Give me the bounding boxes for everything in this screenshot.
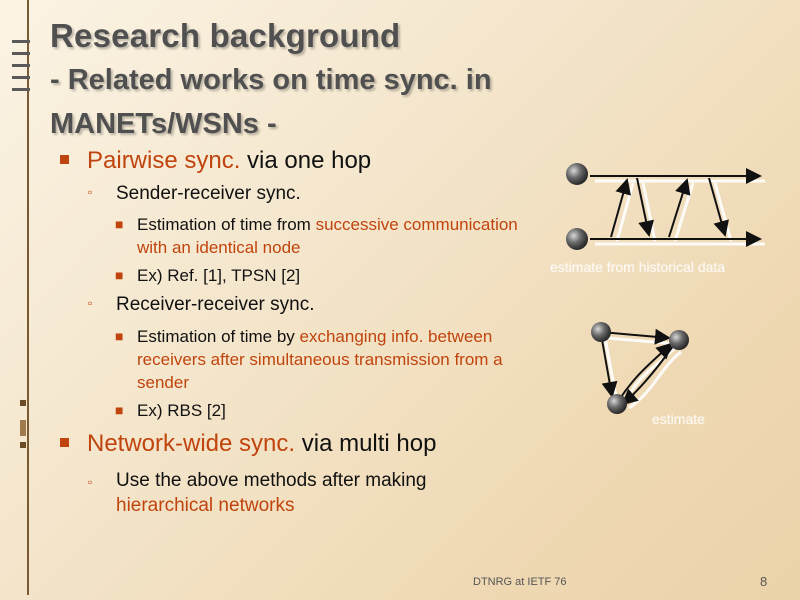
bullet-pairwise-rest: via one hop bbox=[240, 147, 372, 174]
footer-text: DTNRG at IETF 76 bbox=[473, 576, 567, 588]
sub-sender-receiver-text: Sender-receiver sync. bbox=[116, 183, 301, 204]
timeline-shadows bbox=[595, 181, 765, 244]
title-pattern-icon bbox=[10, 30, 30, 100]
bullet-square-icon: ■ bbox=[115, 402, 124, 418]
bullet-square-icon bbox=[60, 438, 69, 447]
bullet-network-rest: via multi hop bbox=[295, 430, 437, 457]
sender-receiver-diagram bbox=[555, 155, 785, 265]
sub-hierarchical-accent: hierarchical networks bbox=[116, 495, 295, 516]
sender-node bbox=[566, 163, 588, 185]
bullet-pairwise-accent: Pairwise sync. bbox=[87, 147, 241, 174]
sender-node bbox=[591, 322, 611, 342]
title-line3: MANETs/WSNs - bbox=[50, 108, 277, 140]
detail-exchange-pre: Estimation of time by bbox=[137, 327, 300, 346]
bullet-hollow-icon: ▫ bbox=[88, 296, 93, 310]
receiver-node bbox=[566, 228, 588, 250]
bullet-hollow-icon: ▫ bbox=[88, 185, 93, 199]
decor-square bbox=[20, 400, 26, 406]
detail-successive-pre: Estimation of time from bbox=[137, 215, 316, 234]
sub-hierarchical-pre: Use the above methods after making bbox=[116, 470, 427, 491]
sub-receiver-receiver-text: Receiver-receiver sync. bbox=[116, 294, 315, 315]
caption-estimate: estimate bbox=[652, 411, 705, 427]
decor-bar bbox=[20, 420, 26, 436]
bullet-network-accent: Network-wide sync. bbox=[87, 430, 296, 457]
receiver-node-b bbox=[607, 394, 627, 414]
slide-title bbox=[50, 14, 610, 146]
bullet-square-icon bbox=[60, 155, 69, 164]
bullet-hollow-icon: ▫ bbox=[88, 475, 93, 489]
title-line1: Research background bbox=[50, 17, 401, 54]
detail-refs2-text: Ex) RBS [2] bbox=[137, 401, 226, 420]
caption-historical: estimate from historical data bbox=[550, 259, 726, 275]
detail-refs1-text: Ex) Ref. [1], TPSN [2] bbox=[137, 266, 301, 285]
receiver-receiver-diagram bbox=[585, 318, 705, 418]
page-number: 8 bbox=[760, 574, 768, 589]
bullet-square-icon: ■ bbox=[115, 267, 124, 283]
detail-successive-accent: successive communication with an identical node bbox=[137, 215, 518, 257]
title-line2: - Related works on time sync. in bbox=[50, 64, 492, 96]
decor-square bbox=[20, 442, 26, 448]
detail-exchange-accent: exchanging info. between receivers after simultaneous transmission from a sender bbox=[137, 327, 503, 392]
bullet-square-icon: ■ bbox=[115, 328, 124, 344]
bullet-square-icon: ■ bbox=[115, 216, 124, 232]
receiver-node-a bbox=[669, 330, 689, 350]
